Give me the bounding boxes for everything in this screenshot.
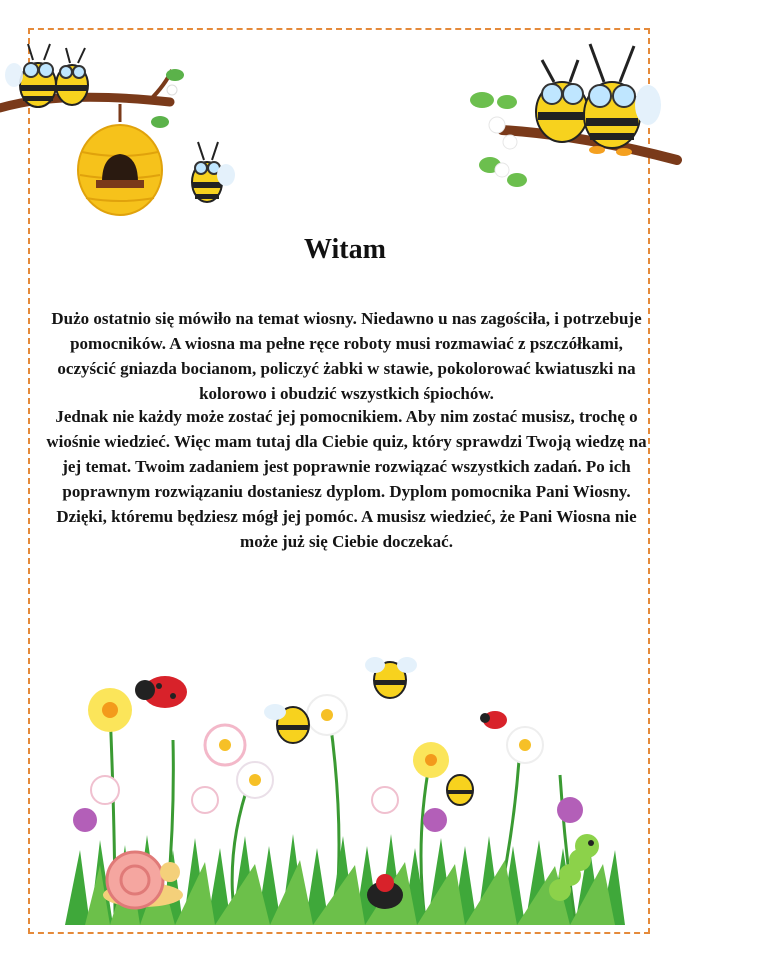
flower-icon: [73, 776, 583, 832]
ladybug-icon: [480, 711, 507, 729]
bee-icon: [536, 60, 588, 142]
intro-paragraph: Dużo ostatnio się mówiło na temat wiosny. Niedawno u nas zagościła, i potrzebuje pomocników. A wiosna ma pełne ręce roboty musi rozmawiać z pszczółkami, oczyścić gniazda bocianom, policzyć żabki w stawie, pokolorować kwiatuszki na kolorowo i obudzić wszystkich śpiochów.: [51, 309, 642, 403]
bee-icon: [192, 142, 235, 202]
beehive-icon: [78, 125, 162, 215]
bee-icon: [447, 775, 473, 805]
bee-icon: [584, 44, 661, 156]
ladybug-icon: [135, 676, 187, 708]
flower-icon: [237, 762, 273, 798]
bees-branch-right-illustration: [462, 30, 682, 210]
bee-icon: [264, 704, 309, 743]
quiz-paragraph: Jednak nie każdy może zostać jej pomocnikiem. Aby nim zostać musisz, trochę o wiośnie wiedzieć. Więc mam tutaj dla Ciebie quiz, który sprawdzi Twoją wiedzę na jej temat. Twoim zadaniem jest poprawnie rozwiązać wszystkich zadań. Po ich poprawnym rozwiązaniu dostaniesz dyplom. Dyplom pomocnika Pani Wiosny. Dzięki, któremu będziesz mógł jej pomóc. A musisz wiedzieć, że Pani Wiosna nie może już się Ciebie doczekać.: [46, 407, 647, 551]
bee-icon: [365, 657, 417, 698]
flower-icon: [88, 688, 132, 732]
flower-icon: [307, 695, 347, 735]
spring-meadow-illustration: [55, 650, 630, 925]
bee-icon: [56, 48, 88, 105]
flower-icon: [205, 725, 245, 765]
flower-icon: [507, 727, 543, 763]
bee-icon: [5, 44, 56, 107]
page-title: Witam: [304, 234, 386, 265]
flower-icon: [413, 742, 449, 778]
bees-branch-left-illustration: [0, 30, 250, 225]
